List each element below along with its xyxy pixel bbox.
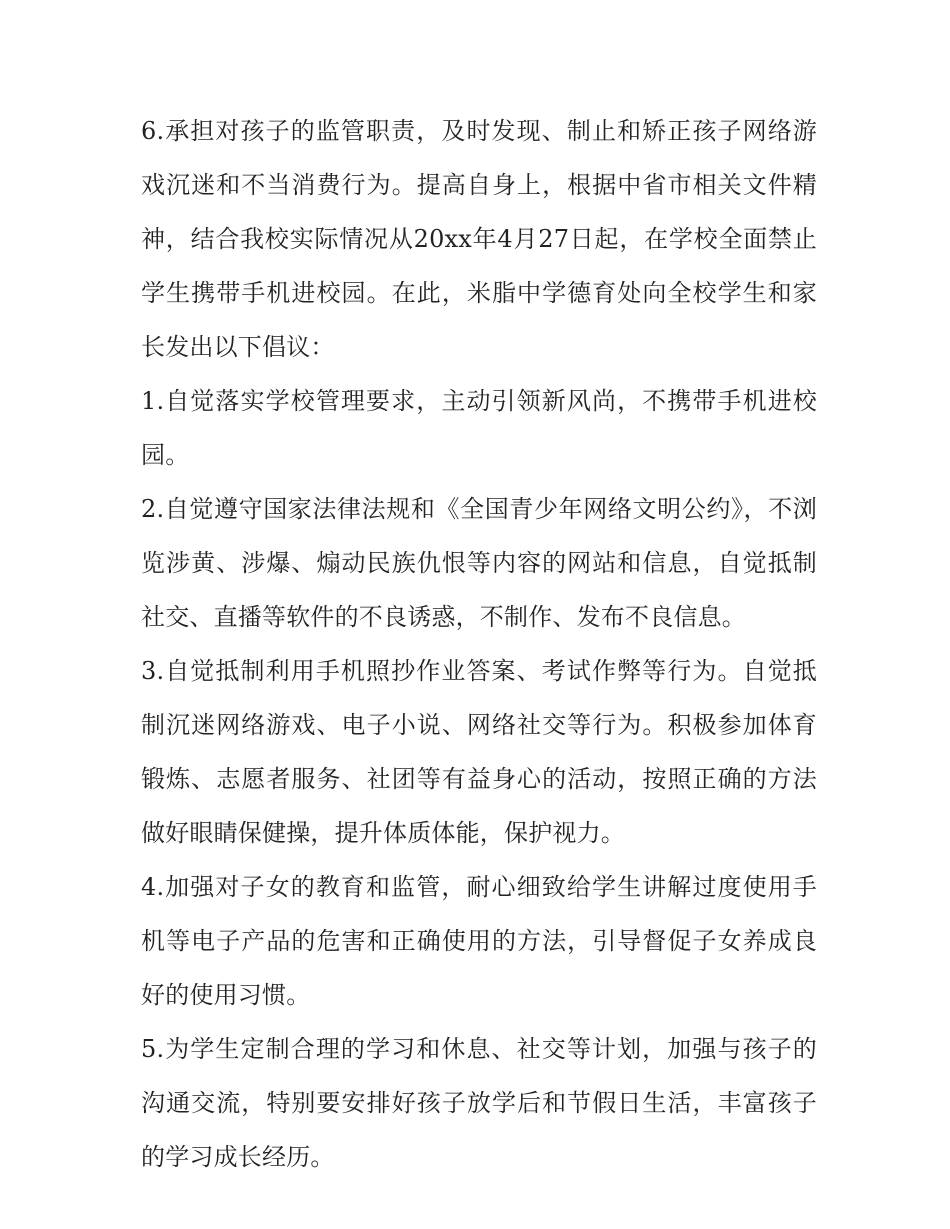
paragraph-item-3: 3.自觉抵制利用手机照抄作业答案、考试作弊等行为。自觉抵制沉迷网络游戏、电子小说、网络社交等行为。积极参加体育锻炼、志愿者服务、社团等有益身心的活动，按照正确的方法做好眼睛保健操，提升体质体能，保护视力。 xyxy=(141,657,817,847)
paragraph-item-4: 4.加强对子女的教育和监管，耐心细致给学生讲解过度使用手机等电子产品的危害和正确使用的方法，引导督促子女养成良好的使用习惯。 xyxy=(141,873,817,1009)
paragraph-item-1: 1.自觉落实学校管理要求，主动引领新风尚，不携带手机进校园。 xyxy=(141,387,817,469)
document-body xyxy=(141,104,817,1184)
paragraph-item-5: 5.为学生定制合理的学习和休息、社交等计划，加强与孩子的沟通交流，特别要安排好孩子放学后和节假日生活，丰富孩子的学习成长经历。 xyxy=(141,1035,817,1171)
paragraph-item-6: 6.承担对孩子的监管职责，及时发现、制止和矫正孩子网络游戏沉迷和不当消费行为。提高自身上，根据中省市相关文件精神，结合我校实际情况从20xx年4月27日起，在学校全面禁止学生携带手机进校园。在此，米脂中学德育处向全校学生和家长发出以下倡议： xyxy=(141,117,817,361)
paragraph-item-2: 2.自觉遵守国家法律法规和《全国青少年网络文明公约》，不浏览涉黄、涉爆、煽动民族仇恨等内容的网站和信息，自觉抵制社交、直播等软件的不良诱惑，不制作、发布不良信息。 xyxy=(141,495,817,631)
